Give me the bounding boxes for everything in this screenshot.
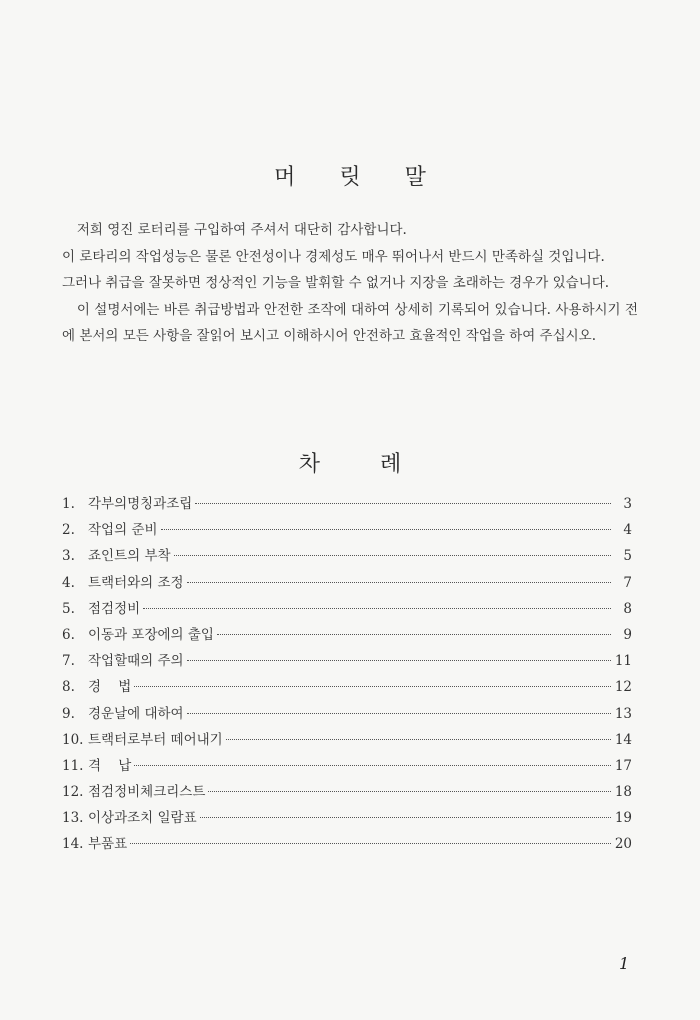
toc-entry-page: 11 bbox=[614, 653, 632, 670]
toc-entry-number: 10. bbox=[62, 731, 84, 748]
toc-entry-page: 14 bbox=[614, 731, 632, 748]
toc-title-char: 례 bbox=[380, 452, 402, 477]
toc-leader-dots bbox=[208, 790, 611, 792]
toc-entry-label: 작업할때의 주의 bbox=[88, 653, 184, 670]
toc-entry-number: 3. bbox=[62, 548, 75, 565]
preface-title-char: 머 bbox=[274, 165, 296, 190]
toc-entry-page: 13 bbox=[614, 705, 632, 722]
toc-entry-number: 6. bbox=[62, 626, 75, 643]
toc-entry-number: 1. bbox=[62, 496, 75, 512]
preface-paragraph: 그러나 취급을 잘못하면 정상적인 기능을 발휘할 수 없거나 지장을 초래하는 경우가 있습니다. bbox=[62, 275, 610, 291]
toc-title bbox=[0, 447, 700, 478]
toc-entry-number: 4. bbox=[62, 574, 75, 591]
toc-leader-dots bbox=[217, 633, 611, 635]
preface-paragraph: 이 로타리의 작업성능은 물론 안전성이나 경제성도 매우 뛰어나서 반드시 만족하실 것입니다. bbox=[62, 248, 605, 265]
toc-entry-number: 2. bbox=[62, 522, 75, 539]
toc-entry-label: 트랙터로부터 떼어내기 bbox=[88, 731, 223, 748]
toc-entry-page: 9 bbox=[623, 626, 632, 643]
toc-entry-label: 죠인트의 부착 bbox=[88, 548, 171, 565]
toc-entry bbox=[62, 491, 632, 517]
toc-entry bbox=[62, 779, 632, 805]
toc-entry-number: 8. bbox=[62, 679, 75, 696]
preface-title bbox=[0, 160, 700, 191]
toc-entry-page: 8 bbox=[623, 600, 632, 617]
toc-entry-label: 이동과 포장에의 출입 bbox=[88, 626, 214, 643]
preface-title-char: 말 bbox=[404, 165, 426, 190]
toc-entry-number: 9. bbox=[62, 705, 75, 722]
toc-entry-label: 이상과조치 일람표 bbox=[88, 810, 197, 827]
toc-leader-dots bbox=[130, 842, 611, 844]
toc-entry-page: 19 bbox=[614, 810, 632, 827]
toc-entry bbox=[62, 831, 632, 857]
toc-entry bbox=[62, 701, 632, 727]
toc-entry-page: 5 bbox=[623, 548, 632, 565]
toc-leader-dots bbox=[161, 528, 612, 530]
preface-title-char: 릿 bbox=[339, 165, 361, 190]
toc-entry bbox=[62, 570, 632, 596]
toc-entry bbox=[62, 648, 632, 674]
toc-leader-dots bbox=[200, 816, 611, 818]
toc-entry-page: 18 bbox=[614, 784, 632, 801]
toc-entry-number: 7. bbox=[62, 653, 75, 670]
toc-title-char: 차 bbox=[298, 452, 320, 477]
toc-entry-label: 격 납 bbox=[88, 757, 132, 774]
toc-entry-label: 작업의 준비 bbox=[88, 522, 158, 539]
toc-entry-number: 5. bbox=[62, 600, 75, 617]
toc-leader-dots bbox=[226, 738, 611, 740]
toc-leader-dots bbox=[195, 502, 611, 504]
toc-entry bbox=[62, 674, 632, 700]
toc-entry bbox=[62, 805, 632, 831]
toc-leader-dots bbox=[134, 685, 611, 687]
toc-entry bbox=[62, 596, 632, 622]
toc-entry-label: 경운날에 대하여 bbox=[88, 705, 184, 722]
toc-entry-label: 트랙터와의 조정 bbox=[88, 574, 184, 591]
toc-entry-number: 12. bbox=[62, 784, 84, 801]
toc-entry-page: 17 bbox=[614, 757, 632, 774]
toc-list bbox=[62, 491, 632, 858]
preface-paragraph: 저희 영진 로터리를 구입하여 주셔서 대단히 감사합니다. bbox=[76, 222, 407, 238]
toc-entry-label: 점검정비체크리스트 bbox=[88, 784, 206, 801]
toc-entry bbox=[62, 543, 632, 569]
toc-entry-page: 7 bbox=[623, 574, 632, 591]
toc-entry-label: 부품표 bbox=[88, 836, 128, 853]
toc-entry-number: 11. bbox=[62, 757, 84, 774]
page-number: 1 bbox=[619, 954, 630, 973]
toc-entry-label: 점검정비 bbox=[88, 600, 141, 617]
toc-entry-page: 12 bbox=[614, 679, 632, 696]
toc-leader-dots bbox=[174, 554, 611, 556]
toc-entry-label: 각부의명칭과조립 bbox=[88, 496, 193, 512]
preface-paragraph: 이 설명서에는 바른 취급방법과 안전한 조작에 대하여 상세히 기록되어 있습니다. 사용하시기 전에 본서의 모든 사항을 잘읽어 보시고 이해하시어 안전하고 효율적인 작업을 하여 주십시오. bbox=[62, 301, 638, 344]
toc-leader-dots bbox=[143, 607, 611, 609]
toc-leader-dots bbox=[187, 581, 611, 583]
toc-entry bbox=[62, 517, 632, 543]
toc-entry bbox=[62, 753, 632, 779]
toc-leader-dots bbox=[187, 659, 611, 661]
toc-entry-number: 14. bbox=[62, 836, 84, 853]
toc-entry bbox=[62, 622, 632, 648]
toc-leader-dots bbox=[187, 712, 611, 714]
toc-entry-page: 4 bbox=[623, 522, 632, 539]
toc-entry-page: 20 bbox=[614, 836, 632, 853]
toc-entry bbox=[62, 727, 632, 753]
toc-entry-page: 3 bbox=[623, 496, 632, 512]
preface-body bbox=[62, 217, 638, 350]
toc-leader-dots bbox=[134, 764, 611, 766]
toc-entry-number: 13. bbox=[62, 810, 84, 827]
toc-entry-label: 경 법 bbox=[88, 679, 132, 696]
